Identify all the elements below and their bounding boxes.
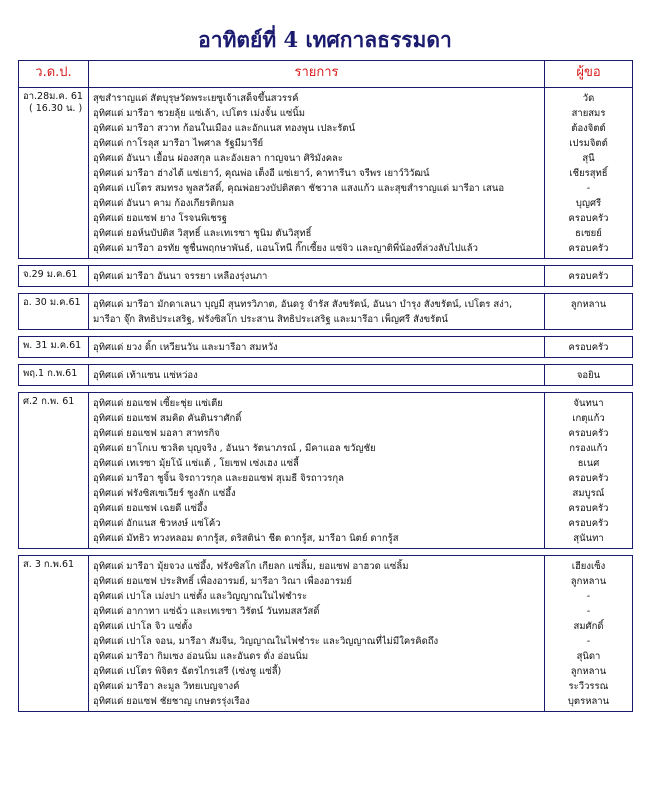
intention-line: อุทิศแด่ ยอแซฟ เซี้ยะชุ่ย แซ่เตีย xyxy=(93,398,223,409)
requester-cell xyxy=(545,337,633,358)
requester-line: เฮียงเซ็ง xyxy=(571,561,606,572)
date-cell xyxy=(19,337,89,358)
intention-line: สุขสำราญแด่ สัตบุรุษวัดพระเยซูเจ้าเสด็จขึ้นสวรรค์ xyxy=(93,93,299,104)
intention-line: อุทิศแด่ มารีอา ฮ่างไต้ แซ่เยาว์, คุณพ่อ เต็งอี แซ่เยาว์, คาทารีนา จรีพร เยาว์วิวัฒน์ xyxy=(93,168,430,179)
intention-line: อุทิศแด่ ฟรังซิสเซเวียร์ ชูงลัก แซ่อึ้ง xyxy=(93,488,236,499)
intention-line: อุทิศแด่ อันนา คาม ก้องเกียรติกมล xyxy=(93,198,235,209)
group-spacer xyxy=(19,259,633,266)
requester-line: บุตรหลาน xyxy=(567,696,610,707)
date-line: อา.28ม.ค. 61 xyxy=(23,91,83,102)
intention-line: อุทิศแด่ มัทธิว ทวงหลอม ดากรู้ส, ดริสติน่า ชีต ดากรู้ส, มารีอา นิตย์ ดากรู้ส xyxy=(93,533,399,544)
schedule-group-row xyxy=(19,365,633,386)
intention-line: อุทิศแด่ เท้าแซน แซ่หว่อง xyxy=(93,370,198,381)
requester-line: จอยิน xyxy=(576,370,601,381)
intention-line: อุทิศแด่ มารีอา กิมเซง อ่อนนิ่ม และอันดร ดั่ง อ่อนนิ่ม xyxy=(93,651,309,662)
requester-line: ต้องจิตต์ xyxy=(571,123,606,134)
requester-line: สมศักดิ์ xyxy=(573,621,604,632)
requester-line: สมบูรณ์ xyxy=(572,488,605,499)
requester-line: - xyxy=(586,591,591,602)
requester-line: วัด xyxy=(582,93,595,104)
date-cell xyxy=(19,88,89,259)
intention-line: อุทิศแด่ มารีอา มักดาเลนา บุญมี สุนทรวิภาต, อันดรู จำรัส สังขรัตน์, อันนา บำรุง สังขรัตน์, เปโตร สง่า, xyxy=(93,299,513,310)
intention-line: อุทิศแด่ อากาทา แซ่ฉั่ว และเทเรซา วิรัตน์ วันทมสสวัสดิ์ xyxy=(93,606,320,617)
schedule-table xyxy=(18,60,633,712)
items-cell xyxy=(89,266,545,287)
requester-line: สุนิดา xyxy=(576,651,601,662)
intention-line: อุทิศแด่ เปาโล เม่งปา แซ่ตั้ง และวิญญาณในไฟชำระ xyxy=(93,591,308,602)
date-cell xyxy=(19,393,89,549)
requester-line: ลูกหลาน xyxy=(570,576,607,587)
requester-line: ลูกหลาน xyxy=(570,666,607,677)
intention-line: อุทิศแด่ เปาโล จิว แซ่ตั้ง xyxy=(93,621,193,632)
date-line: ส. 3 ก.พ.61 xyxy=(23,559,75,570)
group-spacer xyxy=(19,386,633,393)
intention-line: อุทิศแด่ ยอห์นบัปติส วิสุทธิ์ และเทเรซา ชูนิม ตันวิสุทธิ์ xyxy=(93,228,312,239)
intention-line: อุทิศแด่ มารีอา มุ้ยจวง แซ่อึ้ง, ฟรังซิสโก เกียลก แซ่ลิ้ม, ยอแซฟ อาฮวด แซ่ลิ้ม xyxy=(93,561,409,572)
requester-line: จันทนา xyxy=(573,398,604,409)
schedule-group-row xyxy=(19,266,633,287)
intention-line: อุทิศแด่ เปาโล จอน, มารีอา สัมจีน, วิญญาณในไฟชำระ และวิญญาณที่ไม่มีใครคิดถึง xyxy=(93,636,439,647)
date-line: จ.29 ม.ค.61 xyxy=(23,269,78,280)
schedule-body xyxy=(19,88,633,712)
items-cell xyxy=(89,393,545,549)
intention-line: อุทิศแด่ อันนา เยื้อน ผ่องสกุล และอังเยลา กาญจนา ศิริมังคละ xyxy=(93,153,343,164)
group-spacer xyxy=(19,330,633,337)
schedule-group-row xyxy=(19,337,633,358)
intention-line: อุทิศแด่ ยอแซฟ เฉยดี แซ่อึ้ง xyxy=(93,503,208,514)
requester-cell xyxy=(545,294,633,330)
group-spacer xyxy=(19,549,633,556)
intention-line: อุทิศแด่ ยอแซฟ สมคิด คันตินราศักดิ์ xyxy=(93,413,242,424)
intention-line: อุทิศแด่ เทเรซา มุ้ยโน้ แซ่แต้ , โยเซฟ เซ่งเฮง แซ่ลี้ xyxy=(93,458,299,469)
requester-line: ครอบครัว xyxy=(568,428,609,439)
items-cell xyxy=(89,294,545,330)
requester-line: สายสมร xyxy=(571,108,606,119)
requester-cell xyxy=(545,365,633,386)
requester-line: เปรมจิตต์ xyxy=(569,138,608,149)
intention-line: อุทิศแด่ กาโรลุส มารีอา ไพศาล รัฐมีมารีย์ xyxy=(93,138,264,149)
requester-line: - xyxy=(586,183,591,194)
date-line: พ. 31 ม.ค.61 xyxy=(23,340,82,351)
requester-cell xyxy=(545,393,633,549)
requester-line: ลูกหลาน xyxy=(570,299,607,310)
date-cell xyxy=(19,365,89,386)
requester-cell xyxy=(545,556,633,712)
intention-line: อุทิศแด่ ยาโกเบ ชวลิต บุญจริง , อันนา รัตนาภรณ์ , มีคาแอล ขวัญชัย xyxy=(93,443,376,454)
intention-line: อุทิศแด่ ยอแซฟ ชัยชาญ เกษตรรุ่งเรือง xyxy=(93,696,250,707)
date-cell xyxy=(19,294,89,330)
requester-line: เกตุแก้ว xyxy=(572,413,605,424)
intention-line: อุทิศแด่ มารีอา ชูจิ้น จิรถาวรกุล และยอแซฟ สุเมธี จิรถาวรกุล xyxy=(93,473,344,484)
date-line: อ. 30 ม.ค.61 xyxy=(23,297,81,308)
requester-line: สุนี xyxy=(582,153,595,164)
intention-line: อุทิศแด่ ยอแซฟ มอลา สาทรกิจ xyxy=(93,428,220,439)
schedule-group-row xyxy=(19,393,633,549)
header-row xyxy=(19,61,633,88)
intention-line: อุทิศแด่ เปโตร พิจิตร ฉัตรไกรเสรี (เซ่งชู แซ่ลี้) xyxy=(93,666,282,677)
requester-line: - xyxy=(586,636,591,647)
header-date: ว.ด.ป. xyxy=(19,61,89,88)
intention-line: อุทิศแด่ เปโตร สมทรง พูลสวัสดิ์, คุณพ่อยวงบัปติสตา ชัชวาล แสงแก้ว และสุขสำราญแด่ มารีอา เสนอ xyxy=(93,183,505,194)
intention-line: อุทิศแด่ ยอแซฟ ประสิทธิ์ เพื่องอารมย์, มารีอา วิณา เพื่องอารมย์ xyxy=(93,576,352,587)
requester-line: สุนันทา xyxy=(573,533,604,544)
group-spacer xyxy=(19,287,633,294)
date-line: พฤ.1 ก.พ.61 xyxy=(23,368,78,379)
header-requester: ผู้ขอ xyxy=(545,61,633,88)
items-cell xyxy=(89,365,545,386)
intention-line: อุทิศแด่ มารีอา อรทัย ชูชื่นพฤกษาพันธ์, แอนโทนี กิ๊กเซี้ยง แซ่จิว และญาติพี่น้องที่ล่วงลับไปแล้ว xyxy=(93,243,478,254)
page-title: อาทิตย์ที่ 4 เทศกาลธรรมดา xyxy=(198,27,452,52)
date-line: ศ.2 ก.พ. 61 xyxy=(23,396,75,407)
requester-line: ครอบครัว xyxy=(568,473,609,484)
requester-line: ระวีวรรณ xyxy=(568,681,609,692)
header-items: รายการ xyxy=(89,61,545,88)
intention-line: อุทิศแด่ มารีอา สวาท ก้อนในเมือง และอักแนส ทองพูน เปละรัตน์ xyxy=(93,123,356,134)
requester-line: ธเซยย์ xyxy=(575,228,602,239)
intention-line: อุทิศแด่ ยอแซฟ ยาง โรจนพิเชรฐ xyxy=(93,213,228,224)
schedule-group-row xyxy=(19,294,633,330)
items-cell xyxy=(89,337,545,358)
date-line: ( 16.30 น. ) xyxy=(29,103,83,114)
requester-line: ครอบครัว xyxy=(568,342,609,353)
items-cell xyxy=(89,556,545,712)
requester-line: ครอบครัว xyxy=(568,243,609,254)
date-cell xyxy=(19,556,89,712)
group-spacer xyxy=(19,358,633,365)
intention-line: อุทิศแด่ มารีอา ชวยลุ้ย แซ่เล้า, เปโตร เม่งจั้น แซ่นิ้ม xyxy=(93,108,306,119)
intention-line: อุทิศแด่ อักแนส ชิวหงษ์ แซ่โค้ว xyxy=(93,518,221,529)
intention-line: มารีอา จุ๊ก สิทธิประเสริฐ, ฟรังซิสโก ประสาน สิทธิประเสริฐ และมารีอา เพ็ญศรี สังขรัตน์ xyxy=(93,314,448,325)
requester-line: ครอบครัว xyxy=(568,503,609,514)
schedule-group-row xyxy=(19,88,633,259)
intention-line: อุทิศแด่ ยวง ดิ้ก เหวียนวัน และมารีอา สมหวัง xyxy=(93,342,278,353)
date-cell xyxy=(19,266,89,287)
requester-line: ครอบครัว xyxy=(568,213,609,224)
requester-line: ครอบครัว xyxy=(568,518,609,529)
requester-cell xyxy=(545,88,633,259)
items-cell xyxy=(89,88,545,259)
requester-line: กรองแก้ว xyxy=(569,443,608,454)
requester-line: ครอบครัว xyxy=(568,271,609,282)
requester-line: ธเนศ xyxy=(577,458,600,469)
intention-line: อุทิศแด่ มารีอา อันนา จรรยา เหลืองรุ่งนภา xyxy=(93,271,268,282)
requester-line: เชียรสุทธิ์ xyxy=(569,168,608,179)
schedule-group-row xyxy=(19,556,633,712)
requester-cell xyxy=(545,266,633,287)
requester-line: บุญศรี xyxy=(575,198,602,209)
requester-line: - xyxy=(586,606,591,617)
intention-line: อุทิศแด่ มารีอา ละมูล วิทยเบญจางค์ xyxy=(93,681,240,692)
